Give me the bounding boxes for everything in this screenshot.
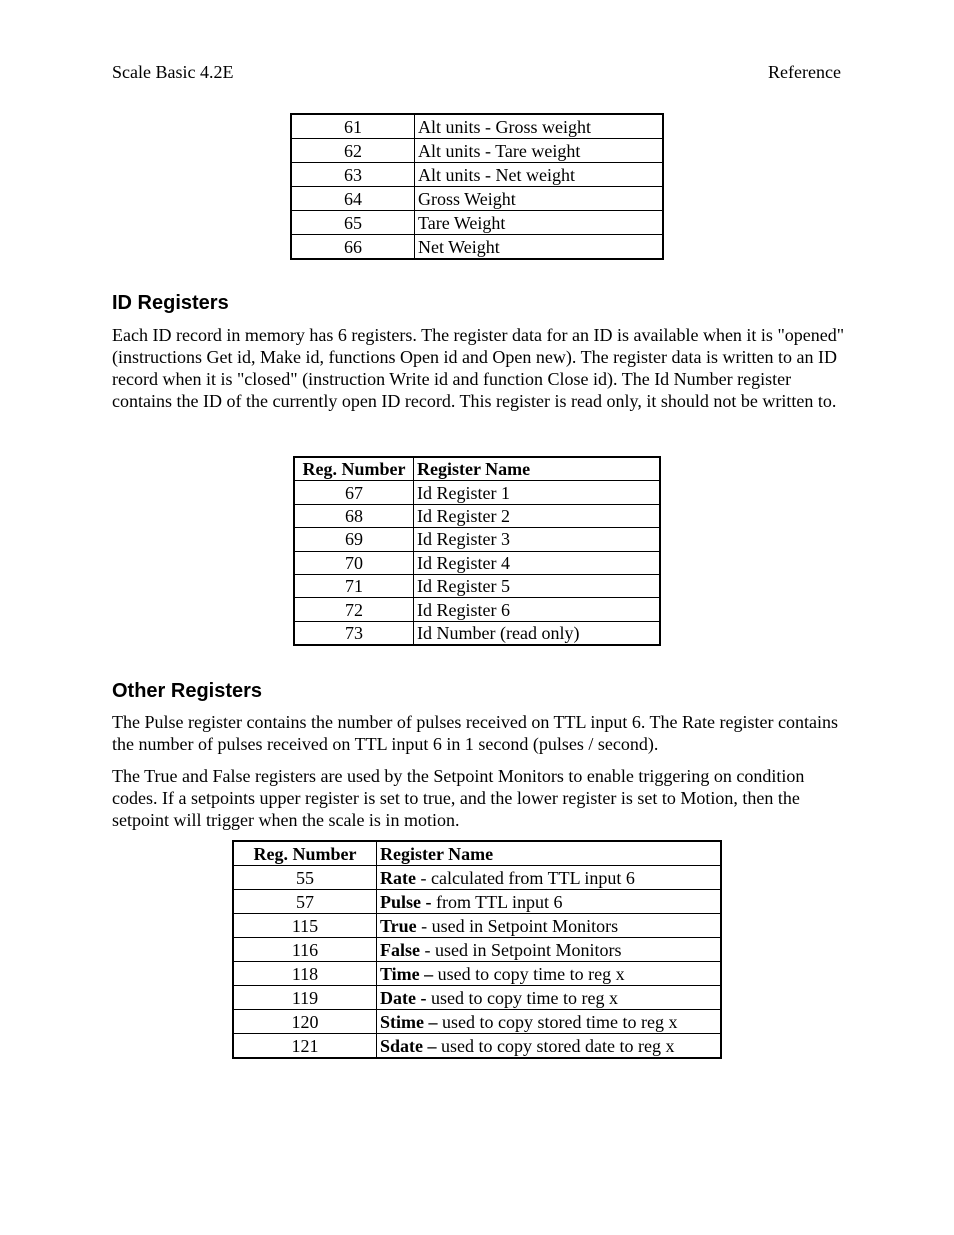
register-term: Time – — [380, 963, 434, 984]
register-name-cell — [377, 914, 722, 938]
table-row — [294, 481, 660, 504]
register-name-cell: Id Register 4 — [414, 551, 661, 574]
weight-register-table — [290, 113, 664, 260]
register-name-cell — [377, 890, 722, 914]
table-row — [291, 163, 663, 187]
table-row — [291, 187, 663, 211]
column-header-reg-number: Reg. Number — [294, 457, 414, 481]
register-name-cell: Id Number (read only) — [414, 621, 661, 645]
table-row — [294, 504, 660, 527]
table-row — [291, 114, 663, 139]
other-registers-paragraph-2: The True and False registers are used by the Setpoint Monitors to enable triggering on condition codes. If a setpoints upper register is set to true, and the lower register is set to Motion, then the setpoint will trigger when the scale is in motion. — [112, 766, 805, 830]
table-row — [233, 1034, 721, 1059]
register-description: - used in Setpoint Monitors — [420, 939, 622, 960]
reg-number-cell: 55 — [233, 866, 377, 890]
reg-number-cell: 70 — [294, 551, 414, 574]
table-row — [233, 890, 721, 914]
register-name-cell — [377, 1034, 722, 1059]
reg-number-cell: 64 — [291, 187, 415, 211]
register-name-cell — [377, 938, 722, 962]
register-name-cell: Id Register 3 — [414, 528, 661, 551]
reg-number-cell: 71 — [294, 574, 414, 597]
register-description: used to copy time to reg x — [433, 963, 625, 984]
register-name-cell: Gross Weight — [415, 187, 664, 211]
id-registers-heading: ID Registers — [112, 292, 229, 314]
reg-number-cell: 68 — [294, 504, 414, 527]
reg-number-cell: 118 — [233, 962, 377, 986]
table-header-row — [294, 457, 660, 481]
table-row — [233, 914, 721, 938]
register-description: - used in Setpoint Monitors — [416, 915, 619, 936]
reg-number-cell: 119 — [233, 986, 377, 1010]
reg-number-cell: 116 — [233, 938, 377, 962]
column-header-register-name: Register Name — [377, 841, 722, 866]
table-row — [294, 598, 660, 621]
register-name-cell: Alt units - Gross weight — [415, 114, 664, 139]
register-term: False — [380, 939, 420, 960]
table-row — [233, 1010, 721, 1034]
register-term: Pulse - — [380, 891, 432, 912]
reg-number-cell: 73 — [294, 621, 414, 645]
reg-number-cell: 67 — [294, 481, 414, 504]
column-header-register-name: Register Name — [414, 457, 661, 481]
table-row — [294, 551, 660, 574]
register-name-cell: Alt units - Net weight — [415, 163, 664, 187]
table-row — [294, 574, 660, 597]
reg-number-cell: 72 — [294, 598, 414, 621]
register-description: used to copy stored time to reg x — [437, 1011, 678, 1032]
register-description: used to copy time to reg x — [426, 987, 618, 1008]
reg-number-cell: 65 — [291, 211, 415, 235]
table-row — [233, 986, 721, 1010]
register-term: True — [380, 915, 417, 936]
reg-number-cell: 120 — [233, 1010, 377, 1034]
table-row — [294, 528, 660, 551]
table-header-row — [233, 841, 721, 866]
register-name-cell: Id Register 5 — [414, 574, 661, 597]
other-registers-paragraph-1: The Pulse register contains the number of pulses received on TTL input 6. The Rate register contains the number of pulses received on TTL input 6 in 1 second (pulses / second). — [112, 712, 838, 754]
register-name-cell — [377, 1010, 722, 1034]
table-row — [233, 938, 721, 962]
reg-number-cell: 62 — [291, 139, 415, 163]
table-row — [291, 211, 663, 235]
running-header-title: Scale Basic 4.2E — [112, 62, 234, 82]
register-term: Stime – — [380, 1011, 438, 1032]
other-registers-heading: Other Registers — [112, 680, 263, 702]
table-row — [294, 621, 660, 645]
other-register-table — [232, 840, 722, 1059]
register-description: used to copy stored date to reg x — [436, 1035, 675, 1056]
reg-number-cell: 57 — [233, 890, 377, 914]
register-name-cell: Tare Weight — [415, 211, 664, 235]
id-registers-paragraph: Each ID record in memory has 6 registers. The register data for an ID is available when it is "opened" (instructions Get id, Make id, functions Open id and Open new). The register data is written to an ID record when it is "closed" (instruction Write id and function Close id). The Id Number register contains the ID of the currently open ID record. This register is read only, it should not be written to. — [112, 325, 845, 411]
id-register-table — [293, 456, 661, 646]
table-row — [291, 235, 663, 260]
reg-number-cell: 115 — [233, 914, 377, 938]
other-register-table-body — [233, 866, 721, 1059]
register-name-cell — [377, 962, 722, 986]
register-description: from TTL input 6 — [431, 891, 563, 912]
reg-number-cell: 121 — [233, 1034, 377, 1059]
register-name-cell: Alt units - Tare weight — [415, 139, 664, 163]
weight-register-table-body — [291, 114, 663, 259]
running-header-section: Reference — [768, 62, 841, 82]
register-name-cell: Id Register 6 — [414, 598, 661, 621]
column-header-reg-number: Reg. Number — [233, 841, 377, 866]
table-row — [233, 866, 721, 890]
register-name-cell — [377, 866, 722, 890]
id-register-table-body — [294, 481, 660, 645]
reg-number-cell: 61 — [291, 114, 415, 139]
table-row — [291, 139, 663, 163]
register-name-cell: Id Register 2 — [414, 504, 661, 527]
reg-number-cell: 69 — [294, 528, 414, 551]
register-name-cell: Id Register 1 — [414, 481, 661, 504]
table-row — [233, 962, 721, 986]
register-name-cell: Net Weight — [415, 235, 664, 260]
register-description: - calculated from TTL input 6 — [415, 867, 635, 888]
register-term: Date - — [380, 987, 427, 1008]
reg-number-cell: 66 — [291, 235, 415, 260]
reg-number-cell: 63 — [291, 163, 415, 187]
register-name-cell — [377, 986, 722, 1010]
register-term: Rate — [380, 867, 416, 888]
register-term: Sdate – — [380, 1035, 437, 1056]
